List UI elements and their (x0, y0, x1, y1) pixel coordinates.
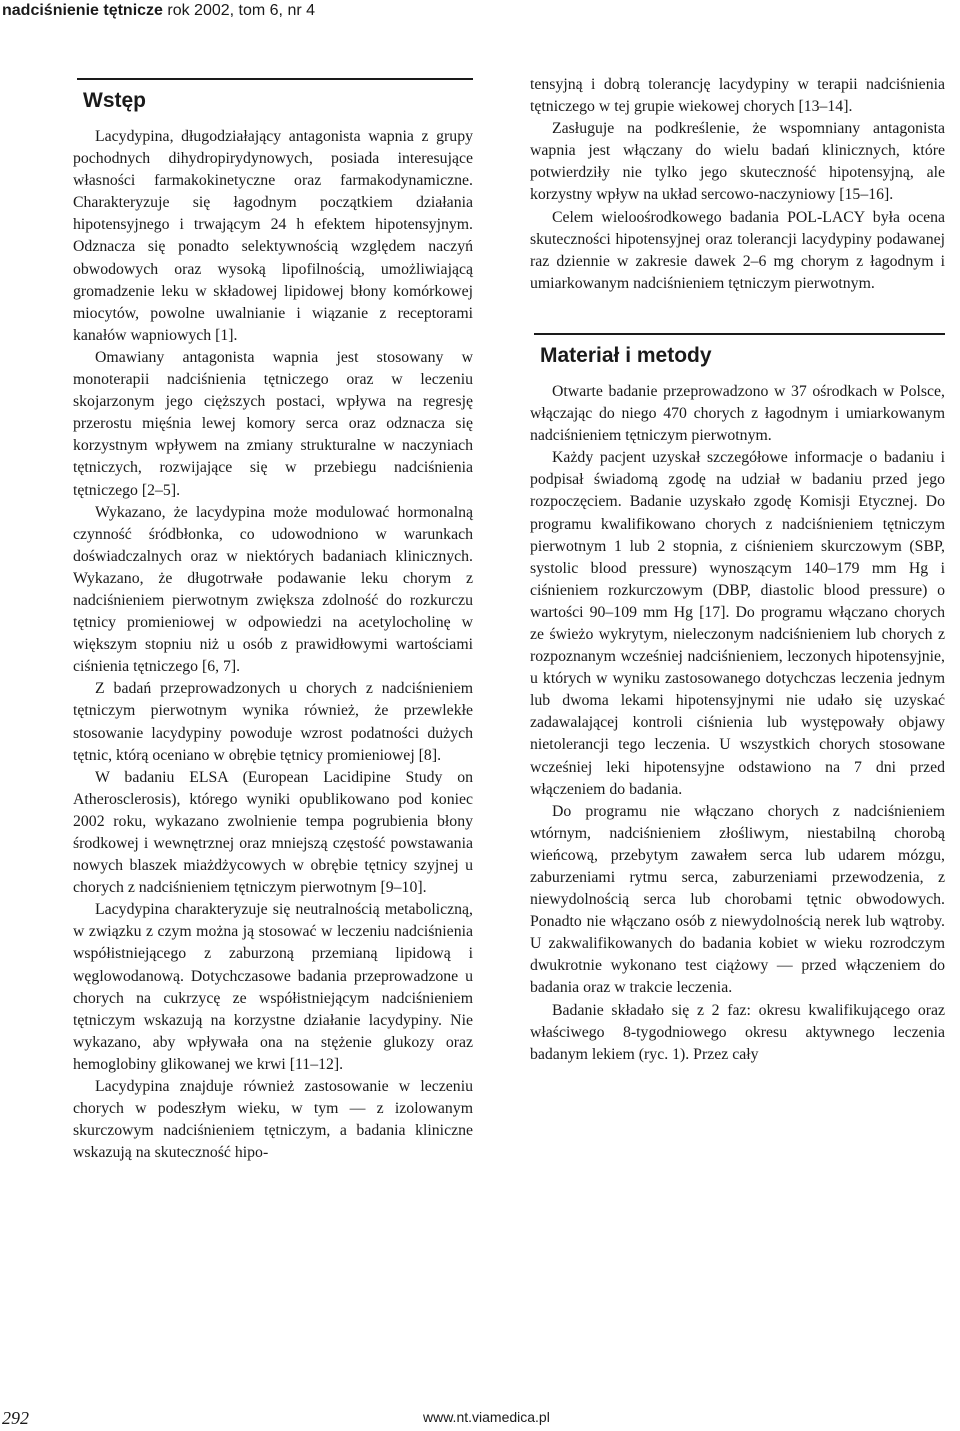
section-title-methods: Materiał i metody (534, 333, 945, 369)
running-head-text (2, 0, 315, 22)
footer-url: www.nt.viamedica.pl (423, 1409, 550, 1425)
paragraph: W badaniu ELSA (European Lacidipine Study on Atherosclerosis), którego wyniki opublikowano pod koniec 2002 roku, wykazano zwolnienie tempa pogrubienia błony środkowej i wewnętrznej oraz mniejszą częstość powstawania nowych blaszek miażdżycowych w obrębie tętnicy szyjnej u chorych z nadciśnieniem tętniczym pierwotnym [9–10]. (73, 768, 473, 897)
paragraph: tensyjną i dobrą tolerancję lacydypiny w terapii nadciśnienia tętniczego w tej grupie wiekowej chorych [13–14]. (530, 76, 945, 116)
running-head (0, 0, 960, 28)
paragraph: Badanie składało się z 2 faz: okresu kwalifikującego oraz właściwego 8-tygodniowego okresu aktywnego leczenia badanym lekiem (ryc. 1). Przez cały (530, 1001, 945, 1063)
paragraph: Wykazano, że lacydypina może modulować hormonalną czynność śródbłonka, co udowodniono w warunkach doświadczalnych oraz w niektórych badaniach klinicznych. Wykazano, że długotrwałe podawanie leku chorym z nadciśnieniem pierwotnym zwiększa zdolność do rozkurczu tętnicy promieniowej w odpowiedzi na acetylocholinę w większym stopniu niż u osób z prawidłowymi wartościami ciśnienia tętniczego [6, 7]. (73, 503, 473, 676)
paragraph: Celem wieloośrodkowego badania POL-LACY była ocena skuteczności hipotensyjnej oraz tolerancji lacydypiny podawanej raz dziennie w zakresie dawek 2–6 mg chorym z łagodnym i umiarkowanym nadciśnieniem tętniczym pierwotnym. (530, 208, 945, 292)
paragraph: Każdy pacjent uzyskał szczegółowe informacje o badaniu i podpisał świadomą zgodę na udział w badaniu przed jego rozpoczęciem. Badanie uzyskało zgodę Komisji Etycznej. Do programu kwalifikowano chorych z nadciśnieniem tętniczym pierwotnym 1 lub 2 stopnia, z ciśnieniem skurczowym (SBP, systolic blood pressure) wynoszącym 140–179 mm Hg i ciśnieniem rozkurczowym (DBP, diastolic blood pressure) o wartości 90–109 mm Hg [17]. Do programu włączano chorych ze świeżo wykrytym, nieleczonym nadciśnieniem lub chorych z rozpoznanym wcześniej nadciśnieniem, leczonych hipotensyjnie, u których w wyniku zastosowanego dotychczas leczenia jednym lub dwoma lekami hipotensyjnymi nie udało się uzyskać zadawalającej kontroli ciśnienia lub występowały objawy nietolerancji tego leczenia. U wszystkich chorych stosowane wcześniej leki hipotensyjne odstawiono na 7 dni przed włączeniem do badania. (530, 449, 945, 798)
left-column (73, 78, 473, 1164)
paragraph: Lacydypina, długodziałający antagonista wapnia z grupy pochodnych dihydropirydynowych, posiada interesujące własności farmakokinetyczne oraz farmakodynamiczne. Charakteryzuje się łagodnym początkiem działania hipotensyjnego i trwającym 24 h efektem hipotensyjnym. Odznacza się ponadto selektywnością względem naczyń obwodowych oraz wysoką lipofilnością, umożliwiającą gromadzenie leku w składowej lipidowej błony komórkowej miocytów, powolne uwalnianie i wiązanie z receptorami kanałów wapniowych [1]. (73, 128, 473, 344)
right-column (530, 74, 945, 1066)
page-number: 292 (2, 1408, 29, 1428)
paragraph: Z badań przeprowadzonych u chorych z nadciśnieniem tętniczym pierwotnym wynika również, że przewlekłe stosowanie lacydypiny powoduje wzrost podatności dużych tętnic, którą oceniano w obrębie tętnicy promieniowej [8]. (73, 680, 473, 764)
section-spacer (530, 295, 945, 333)
paragraph: Do programu nie włączano chorych z nadciśnieniem wtórnym, nadciśnieniem złośliwym, niestabilną chorobą wieńcową, przebytym zawałem serca lub udarem mózgu, zaburzeniami rytmu serca, zaburzeniami przewodzenia, z niewydolnością serca lub chorobami tętnic obwodowych. Ponadto nie włączano osób z niewydolnością nerek lub wątroby. U zakwalifikowanych do badania kobiet w wieku rozrodczym dwukrotnie wykonano test ciążowy — przed włączeniem do badania oraz w trakcie leczenia. (530, 802, 945, 997)
journal-name: nadciśnienie tętnicze (2, 2, 163, 19)
paragraph: Lacydypina charakteryzuje się neutralnością metaboliczną, w związku z czym można ją stosować w leczeniu nadciśnienia współistniejącego z zaburzoną przemianą lipidową i węglowodanową. Dotychczasowe badania przeprowadzone u chorych na cukrzycę ze współistniejącym nadciśnieniem tętniczym wskazują na korzystne działanie lacydypiny. Nie wykazano, aby wpływała ona na stężenie glukozy oraz hemoglobiny glikowanej we krwi [11–12]. (73, 901, 473, 1073)
issue-info: rok 2002, tom 6, nr 4 (162, 2, 316, 19)
paragraph: Zasługuje na podkreślenie, że wspomniany antagonista wapnia jest włączany do wielu badań klinicznych, które potwierdziły nie tylko jego skuteczność hipotensyjną, ale korzystny wpływ na układ sercowo-naczyniowy [15–16]. (530, 120, 945, 204)
paragraph: Omawiany antagonista wapnia jest stosowany w monoterapii nadciśnienia tętniczego oraz w leczeniu skojarzonym jego cięższych postaci, wpływa na regresję przerostu mięśnia lewej komory serca oraz odznacza się korzystnym wpływem na zmiany strukturalne w naczyniach tętniczych, rozwijające się w przebiegu nadciśnienia tętniczego [2–5]. (73, 348, 473, 499)
section-title-intro: Wstęp (77, 78, 473, 114)
paragraph: Lacydypina znajduje również zastosowanie w leczeniu chorych w podeszłym wieku, w tym — z izolowanym skurczowym nadciśnieniem tętniczym, a badania kliniczne wskazują na skuteczność hipo- (73, 1078, 473, 1162)
paragraph: Otwarte badanie przeprowadzono w 37 ośrodkach w Polsce, włączając do niego 470 chorych z łagodnym i umiarkowanym nadciśnieniem tętniczym pierwotnym. (530, 382, 945, 445)
